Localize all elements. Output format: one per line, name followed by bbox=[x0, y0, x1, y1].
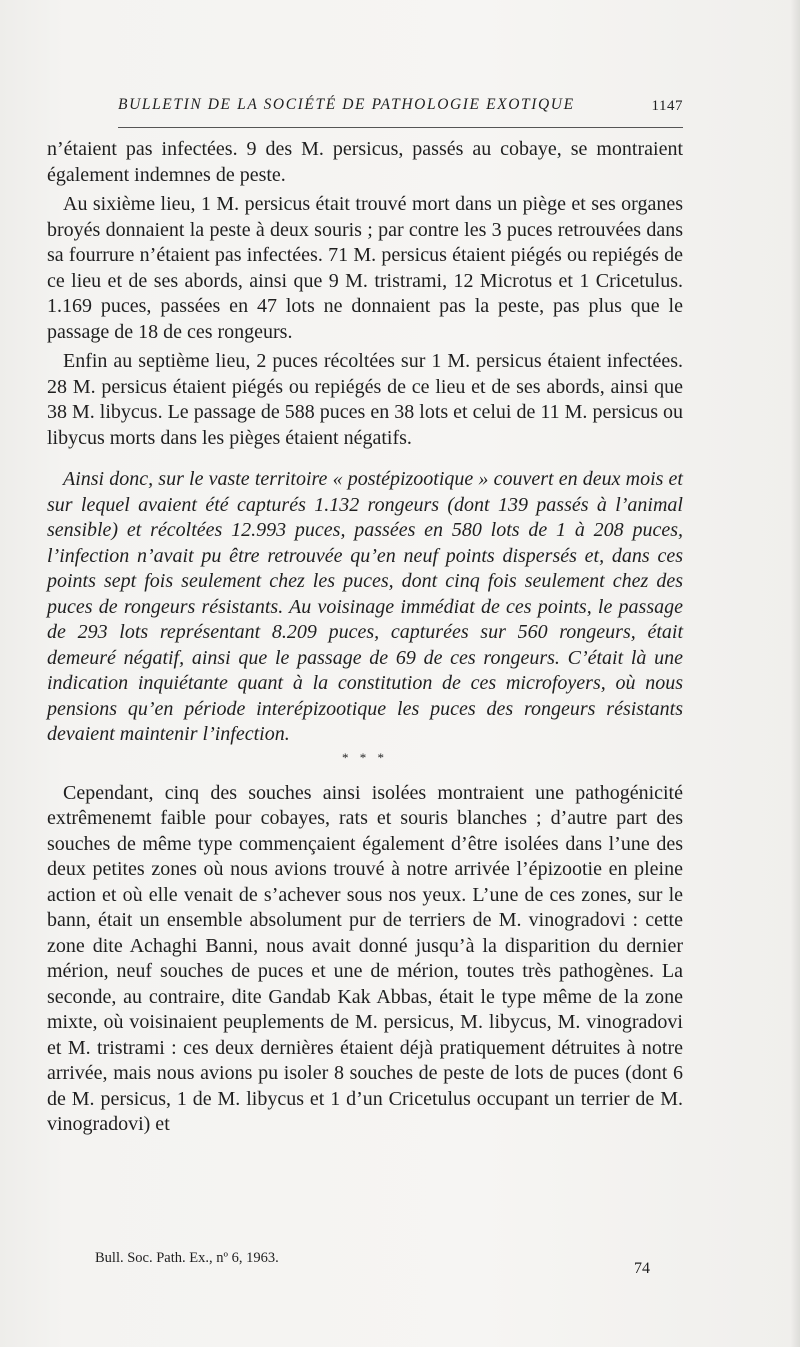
section-separator: * * * bbox=[342, 749, 388, 765]
paragraph-conclusion: Ainsi donc, sur le vaste territoire « postépizootique » couvert en deux mois et sur lequel avaient été capturés 1.132 rongeurs (dont 139 passés à l’animal sensible) et récoltées 12.993 puces, passées en 580 lots de 1 à 208 puces, l’infection n’avait pu être retrouvée qu’en neuf points dispersés et, dans ces points sept fois seulement chez les puces, dont cinq fois seulement chez des puces de rongeurs résistants. Au voisinage immédiat de ces points, le passage de 293 lots représentant 8.209 puces, capturées sur 560 rongeurs, était demeuré négatif, ainsi que le passage de 69 de ces rongeurs. C’était là une indication inquiétante quant à la constitution de ces microfoyers, où nous pensions qu’en période interépizootique les puces des rongeurs résistants devaient maintenir l’infection. bbox=[47, 468, 683, 745]
footer-citation: Bull. Soc. Path. Ex., nº 6, 1963. bbox=[95, 1250, 279, 1266]
page-edge-shadow bbox=[790, 0, 800, 1347]
paragraph-seventh-site: Enfin au septième lieu, 2 puces récoltées sur 1 M. persicus étaient infectées. 28 M. persicus étaient piégés ou repiégés de ce lieu et de ses abords, ainsi que 38 M. libycus. Le passage de 588 puces en 38 lots et celui de 11 M. persicus ou libycus morts dans les pièges étaient négatifs. bbox=[47, 350, 683, 449]
body-text bbox=[47, 137, 683, 1142]
page-header bbox=[118, 96, 683, 126]
paragraph-continuation: n’étaient pas infectées. 9 des M. persicus, passés au cobaye, se montraient également indemnes de peste. bbox=[47, 138, 683, 186]
paragraph-sixth-site: Au sixième lieu, 1 M. persicus était trouvé mort dans un piège et ses organes broyés donnaient la peste à deux souris ; par contre les 3 puces retrouvées dans sa fourrure n’étaient pas infectées. 71 M. persicus étaient piégés ou repiégés de ce lieu et de ses abords, ainsi que 9 M. tristrami, 12 Microtus et 1 Cricetulus. 1.169 puces, passées en 47 lots ne donnaient pas la peste, pas plus que le passage de 18 de ces rongeurs. bbox=[47, 193, 683, 343]
running-head: BULLETIN DE LA SOCIÉTÉ DE PATHOLOGIE EXOTIQUE bbox=[118, 96, 575, 113]
paragraph-strains: Cependant, cinq des souches ainsi isolées montraient une pathogénicité extrêmenemt faible pour cobayes, rats et souris blanches ; d’autre part des souches de même type commençaient également d’être isolées dans l’une des deux petites zones où nous avions trouvé à notre arrivée l’épizootie en pleine action et où elle venait de s’achever sous nos yeux. L’une de ces zones, sur le bann, était un ensemble absolument pur de terriers de M. vinogradovi : cette zone dite Achaghi Banni, nous avait donné jusqu’à la disparition du dernier mérion, neuf souches de puces et une de mérion, toutes très pathogènes. La seconde, au contraire, dite Gandab Kak Abbas, était le type même de la zone mixte, où voisinaient peuplements de M. persicus, M. libycus, M. vinogradovi et M. tristrami : ces deux dernières étaient déjà pratiquement détruites à notre arrivée, mais nous avions pu isoler 8 souches de peste de lots de puces (dont 6 de M. persicus, 1 de M. libycus et 1 d’un Cricetulus occupant un terrier de M. vinogradovi) et bbox=[47, 781, 683, 1135]
sheet-number: 74 bbox=[634, 1260, 650, 1277]
page-number: 1147 bbox=[651, 98, 683, 114]
page-footer bbox=[95, 1250, 650, 1276]
header-rule bbox=[118, 127, 683, 128]
